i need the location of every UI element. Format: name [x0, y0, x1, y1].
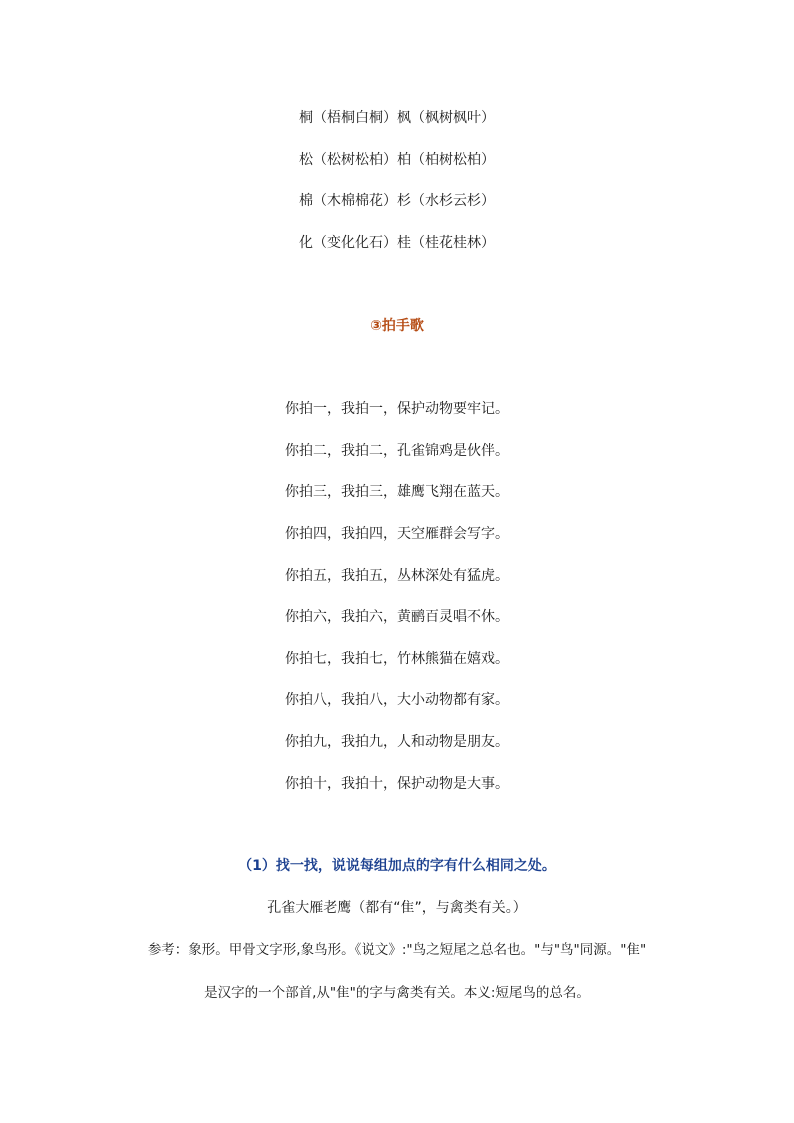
- song-line: 你拍二，我拍二，孔雀锦鸡是伙伴。: [285, 443, 509, 459]
- song-line: 你拍八，我拍八，大小动物都有家。: [285, 692, 509, 708]
- song-line: 你拍五，我拍五，丛林深处有猛虎。: [285, 568, 509, 584]
- question-title: （1）找一找，说说每组加点的字有什么相同之处。: [238, 858, 556, 874]
- song-line: 你拍一，我拍一，保护动物要牢记。: [285, 401, 509, 417]
- word-group-line: 化（变化化石）桂（桂花桂林）: [299, 235, 495, 251]
- word-group-line: 棉（木棉棉花）杉（水杉云杉）: [299, 193, 495, 209]
- song-line: 你拍三，我拍三，雄鹰飞翔在蓝天。: [285, 484, 509, 500]
- section-title: ③拍手歌: [370, 318, 424, 334]
- song-line: 你拍十，我拍十，保护动物是大事。: [285, 776, 509, 792]
- reference-text-line: 是汉字的一个部首,从"隹"的字与禽类有关。本义:短尾鸟的总名。: [204, 985, 590, 1001]
- song-line: 你拍四，我拍四，天空雁群会写字。: [285, 526, 509, 542]
- question-answer: 孔雀大雁老鹰（都有“隹”，与禽类有关。）: [267, 900, 527, 916]
- word-group-line: 桐（梧桐白桐）枫（枫树枫叶）: [299, 110, 495, 126]
- song-line: 你拍六，我拍六，黄鹂百灵唱不休。: [285, 609, 509, 625]
- reference-text-line: 参考：象形。甲骨文字形,象鸟形。《说文》:"鸟之短尾之总名也。"与"鸟"同源。"隹": [147, 942, 647, 958]
- word-group-line: 松（松树松柏）柏（柏树松柏）: [299, 152, 495, 168]
- song-line: 你拍九，我拍九，人和动物是朋友。: [285, 734, 509, 750]
- song-line: 你拍七，我拍七，竹林熊猫在嬉戏。: [285, 651, 509, 667]
